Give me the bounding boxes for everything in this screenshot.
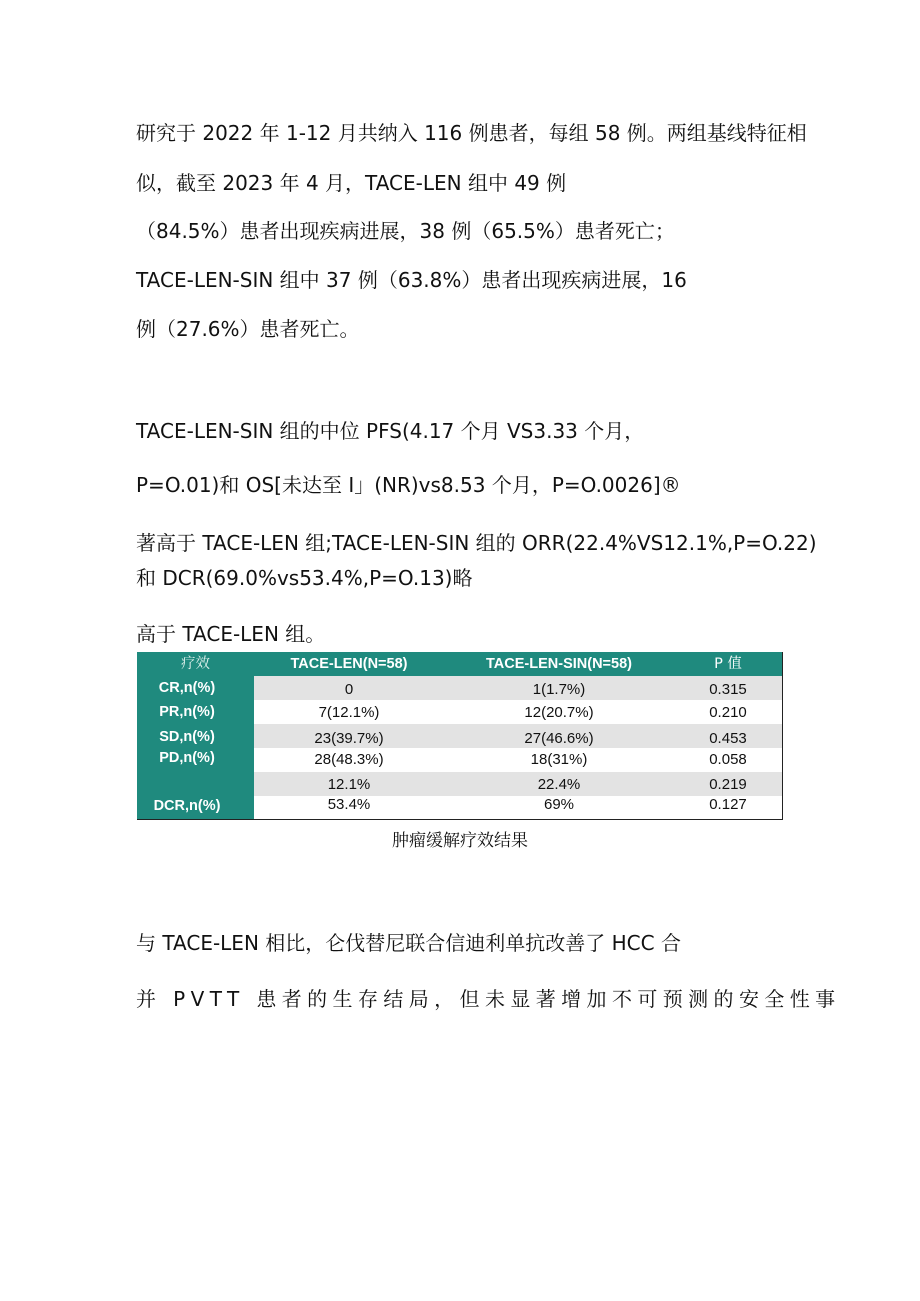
row-label-sd: SD,n(%) xyxy=(159,729,215,745)
row-label-cr: CR,n(%) xyxy=(158,680,216,696)
paragraph-2-line-5: 高于 TACE-LEN 组。 xyxy=(136,622,326,646)
cell-pr-tace-len-sin: 12(20.7%) xyxy=(524,704,594,721)
cell-orr-tace-len-sin: 22.4% xyxy=(537,776,581,793)
paragraph-2-line-3: 著高于 TACE-LEN 组;TACE-LEN-SIN 组的 ORR(22.4%VS12.1%,P=O.22) xyxy=(136,531,817,555)
cell-dcr-p: 0.127 xyxy=(709,796,747,813)
cell-sd-p: 0.453 xyxy=(709,730,747,747)
cell-pd-p: 0.058 xyxy=(709,751,747,768)
header-tace-len-sin: TACE-LEN-SIN(N=58) xyxy=(486,656,632,672)
cell-sd-tace-len-sin: 27(46.6%) xyxy=(524,730,594,747)
cell-dcr-tace-len-sin: 69% xyxy=(543,796,575,813)
efficacy-table xyxy=(137,652,783,820)
paragraph-1-line-3: （84.5%）患者出现疾病进展，38 例（65.5%）患者死亡； xyxy=(136,219,675,243)
table-row-divider xyxy=(254,748,782,749)
cell-pd-tace-len-sin: 18(31%) xyxy=(530,751,588,768)
cell-pr-p: 0.210 xyxy=(709,704,747,721)
paragraph-2-line-1: TACE-LEN-SIN 组的中位 PFS(4.17 个月 VS3.33 个月， xyxy=(136,419,645,443)
paragraph-1-line-1: 研究于 2022 年 1-12 月共纳入 116 例患者，每组 58 例。两组基线特征相 xyxy=(136,121,807,145)
cell-cr-tace-len: 0 xyxy=(344,681,354,698)
cell-sd-tace-len: 23(39.7%) xyxy=(314,730,384,747)
paragraph-3-line-1: 与 TACE-LEN 相比，仑伐替尼联合信迪利单抗改善了 HCC 合 xyxy=(136,931,681,955)
table-caption: 肿瘤缓解疗效结果 xyxy=(392,831,528,851)
paragraph-2-line-2: P=O.01)和 OS[未达至 I」(NR)vs8.53 个月，P=O.0026]® xyxy=(136,473,681,497)
row-label-dcr: DCR,n(%) xyxy=(153,798,221,814)
cell-cr-tace-len-sin: 1(1.7%) xyxy=(532,681,586,698)
cell-dcr-tace-len: 53.4% xyxy=(327,796,371,813)
paragraph-2-line-4: 和 DCR(69.0%vs53.4%,P=O.13)略 xyxy=(136,566,473,590)
table-row-divider xyxy=(254,700,782,701)
paragraph-1-line-5: 例（27.6%）患者死亡。 xyxy=(136,317,360,341)
header-tace-len: TACE-LEN(N=58) xyxy=(290,656,408,672)
cell-pd-tace-len: 28(48.3%) xyxy=(314,751,384,768)
paragraph-1-line-4: TACE-LEN-SIN 组中 37 例（63.8%）患者出现疾病进展，16 xyxy=(136,268,687,292)
paragraph-1-line-2: 似，截至 2023 年 4 月，TACE-LEN 组中 49 例 xyxy=(136,171,567,195)
paragraph-3-line-2: 并 PVTT 患者的生存结局，但未显著增加不可预测的安全性事 xyxy=(136,987,841,1011)
header-p-value: P 值 xyxy=(714,656,742,672)
row-label-pr: PR,n(%) xyxy=(159,704,215,720)
cell-pr-tace-len: 7(12.1%) xyxy=(318,704,380,721)
cell-cr-p: 0.315 xyxy=(709,681,747,698)
cell-orr-p: 0.219 xyxy=(709,776,747,793)
row-label-pd: PD,n(%) xyxy=(159,750,215,766)
cell-orr-tace-len: 12.1% xyxy=(327,776,371,793)
header-efficacy: 疗效 xyxy=(181,656,210,672)
